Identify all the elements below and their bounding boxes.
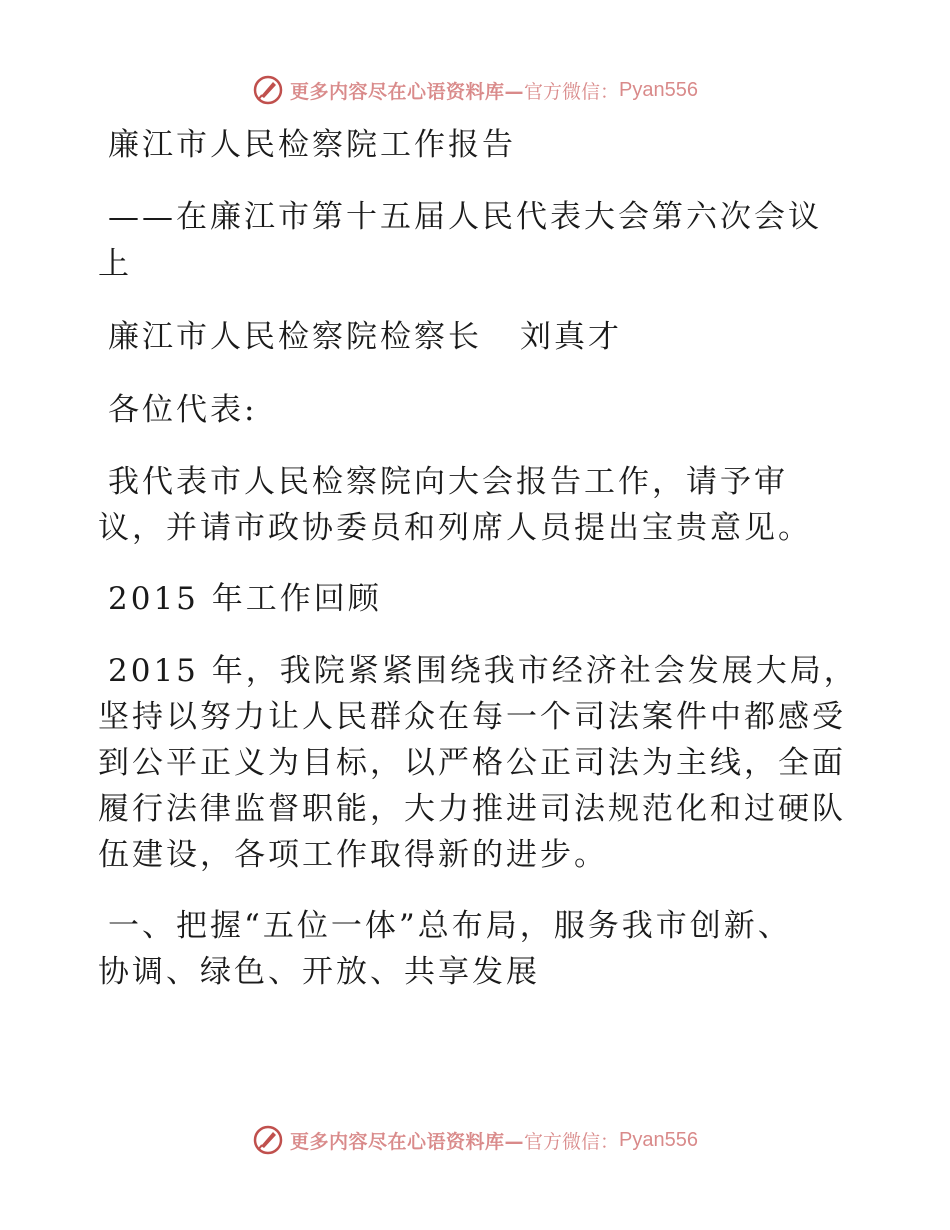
banner-wechat-label: 官方微信： xyxy=(524,1130,620,1153)
salutation: 各位代表: xyxy=(108,392,258,428)
watermark-banner-top xyxy=(0,70,950,110)
intro-line: 我代表市人民检察院向大会报告工作，请予审 xyxy=(108,464,788,500)
intro-paragraph xyxy=(98,459,858,551)
banner-ad-text: 更多内容尽在心语资料库— xyxy=(290,1130,525,1153)
point1-line: 一、把握“五位一体”总布局，服务我市创新、 xyxy=(108,908,792,944)
author-line xyxy=(98,314,858,361)
point1-line: 协调、绿色、开放、共享发展 xyxy=(98,954,540,990)
banner-wechat-id: Pyan556 xyxy=(619,1128,698,1151)
intro-line: 议，并请市政协委员和列席人员提出宝贵意见。 xyxy=(98,510,812,546)
quill-logo-icon xyxy=(252,1124,284,1156)
author-name: 刘真才 xyxy=(520,319,622,355)
review-line: 履行法律监督职能，大力推进司法规范化和过硬队 xyxy=(98,791,846,827)
banner-wechat-id: Pyan556 xyxy=(619,78,698,101)
review-line: 到公平正义为目标，以严格公正司法为主线，全面 xyxy=(98,745,846,781)
banner-ad-text: 更多内容尽在心语资料库— xyxy=(290,80,525,103)
banner-wechat-label: 官方微信： xyxy=(524,80,620,103)
watermark-banner-bottom xyxy=(0,1120,950,1160)
section-heading: 2015 年工作回顾 xyxy=(108,581,382,617)
quill-logo-icon xyxy=(252,74,284,106)
review-line: 坚持以努力让人民群众在每一个司法案件中都感受 xyxy=(98,699,846,735)
document-subtitle-line2: 上 xyxy=(98,246,132,282)
point1-heading xyxy=(98,903,858,995)
review-line: 伍建设，各项工作取得新的进步。 xyxy=(98,837,608,873)
author-org: 廉江市人民检察院检察长 xyxy=(108,319,482,355)
review-line: 2015 年，我院紧紧围绕我市经济社会发展大局， xyxy=(108,653,858,689)
document-title: 廉江市人民检察院工作报告 xyxy=(108,127,516,163)
document-subtitle-line1: ——在廉江市第十五届人民代表大会第六次会议 xyxy=(108,199,822,235)
document-body xyxy=(98,122,858,995)
review-paragraph xyxy=(98,648,858,878)
